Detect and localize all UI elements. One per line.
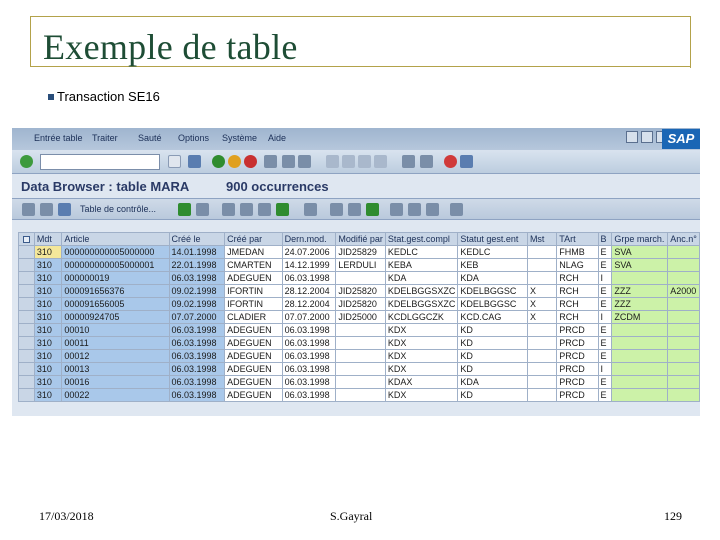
table-cell[interactable]	[336, 389, 386, 402]
display-icon[interactable]	[22, 203, 35, 216]
table-cell[interactable]	[612, 376, 668, 389]
column-header[interactable]: Grpe march.	[612, 233, 668, 246]
table-cell[interactable]: X	[527, 298, 556, 311]
table-cell[interactable]	[668, 350, 700, 363]
row-selector[interactable]	[19, 350, 35, 363]
table-cell[interactable]: KCD.CAG	[458, 311, 528, 324]
table-cell[interactable]: I	[598, 363, 612, 376]
table-cell[interactable]: 06.03.1998	[282, 363, 336, 376]
layout-select-icon[interactable]	[408, 203, 421, 216]
table-cell[interactable]	[527, 272, 556, 285]
table-cell[interactable]: KEBA	[385, 259, 458, 272]
title-area	[12, 174, 700, 198]
table-cell[interactable]: 14.12.1999	[282, 259, 336, 272]
table-cell[interactable]: JID25829	[336, 246, 386, 259]
table-cell[interactable]: 06.03.1998	[169, 272, 225, 285]
details-icon[interactable]	[178, 203, 191, 216]
data-grid-area	[12, 220, 700, 416]
table-cell[interactable]: 000000019	[62, 272, 169, 285]
table-cell[interactable]: JID25820	[336, 285, 386, 298]
table-cell[interactable]	[612, 337, 668, 350]
change-icon[interactable]	[40, 203, 53, 216]
table-row[interactable]	[19, 285, 700, 298]
table-cell[interactable]: 09.02.1998	[169, 285, 225, 298]
table-row[interactable]	[19, 389, 700, 402]
table-cell[interactable]: ADEGUEN	[225, 389, 282, 402]
table-cell[interactable]: IFORTIN	[225, 285, 282, 298]
row-selector[interactable]	[19, 337, 35, 350]
slide-title: Exemple de table	[43, 27, 298, 67]
table-cell[interactable]	[336, 376, 386, 389]
table-cell[interactable]: 28.12.2004	[282, 298, 336, 311]
table-cell[interactable]	[527, 376, 556, 389]
table-cell[interactable]: 06.03.1998	[169, 337, 225, 350]
enter-check-icon[interactable]	[20, 155, 33, 168]
table-cell[interactable]: 00022	[62, 389, 169, 402]
table-cell[interactable]	[527, 246, 556, 259]
shortcut-icon[interactable]	[420, 155, 433, 168]
table-cell[interactable]: PRCD	[557, 324, 598, 337]
table-cell[interactable]: JMEDAN	[225, 246, 282, 259]
table-cell[interactable]: KDELBGGSXZC	[385, 298, 458, 311]
table-cell[interactable]	[668, 298, 700, 311]
information-icon[interactable]	[450, 203, 463, 216]
footer-page-number: 129	[664, 509, 682, 523]
table-cell[interactable]: 09.02.1998	[169, 298, 225, 311]
table-cell[interactable]: CMARTEN	[225, 259, 282, 272]
table-cell[interactable]: KD	[458, 389, 528, 402]
table-cell[interactable]: 310	[34, 363, 61, 376]
layout-change-icon[interactable]	[390, 203, 403, 216]
bullet-text: Transaction SE16	[57, 89, 160, 104]
table-row[interactable]	[19, 337, 700, 350]
menu-item-traiter[interactable]: Traiter	[92, 133, 118, 143]
table-cell[interactable]: KDX	[385, 350, 458, 363]
table-cell[interactable]: CLADIER	[225, 311, 282, 324]
sort-ascending-icon[interactable]	[222, 203, 235, 216]
find-icon[interactable]	[282, 155, 295, 168]
column-header[interactable]: TArt	[557, 233, 598, 246]
table-cell[interactable]: PRCD	[557, 350, 598, 363]
total-icon[interactable]	[276, 203, 289, 216]
table-cell[interactable]: ADEGUEN	[225, 363, 282, 376]
table-cell[interactable]: I	[598, 272, 612, 285]
table-cell[interactable]: KD	[458, 337, 528, 350]
table-cell[interactable]: 06.03.1998	[282, 272, 336, 285]
row-selector[interactable]	[19, 246, 35, 259]
table-cell[interactable]: KCDLGGCZK	[385, 311, 458, 324]
table-cell[interactable]: FHMB	[557, 246, 598, 259]
table-cell[interactable]: ADEGUEN	[225, 350, 282, 363]
table-cell[interactable]: 310	[34, 337, 61, 350]
standard-toolbar	[12, 150, 700, 174]
bullet-item	[48, 89, 160, 104]
layout-icon[interactable]	[460, 155, 473, 168]
table-row[interactable]	[19, 350, 700, 363]
table-cell[interactable]	[668, 324, 700, 337]
table-cell[interactable]	[612, 389, 668, 402]
table-cell[interactable]: 310	[34, 389, 61, 402]
table-cell[interactable]: KDA	[458, 376, 528, 389]
sort-descending-icon[interactable]	[240, 203, 253, 216]
table-cell[interactable]: I	[598, 311, 612, 324]
table-cell[interactable]: ADEGUEN	[225, 324, 282, 337]
table-row[interactable]	[19, 324, 700, 337]
command-field[interactable]	[40, 154, 160, 170]
table-cell[interactable]: 310	[34, 259, 61, 272]
page-title: Data Browser : table MARA	[21, 179, 190, 194]
table-cell[interactable]: KD	[458, 363, 528, 376]
table-cell[interactable]	[336, 272, 386, 285]
table-cell[interactable]: 00011	[62, 337, 169, 350]
table-cell[interactable]: 07.07.2000	[169, 311, 225, 324]
table-cell[interactable]	[612, 350, 668, 363]
table-cell[interactable]: RCH	[557, 285, 598, 298]
table-cell[interactable]: 000000000005000001	[62, 259, 169, 272]
word-icon[interactable]	[366, 203, 379, 216]
print-icon[interactable]	[264, 155, 277, 168]
slide-frame-left	[30, 16, 31, 66]
table-cell[interactable]: 00016	[62, 376, 169, 389]
table-cell[interactable]: KDELBGGSC	[458, 285, 528, 298]
table-cell[interactable]: 00012	[62, 350, 169, 363]
dropdown-icon[interactable]	[168, 155, 181, 168]
table-cell[interactable]: 310	[34, 376, 61, 389]
column-header[interactable]: Mdt	[34, 233, 61, 246]
table-cell[interactable]: A2000	[668, 285, 700, 298]
row-selector[interactable]	[19, 259, 35, 272]
menu-item-entree-table[interactable]: Entrée table	[34, 133, 83, 143]
check-table-icon[interactable]	[58, 203, 71, 216]
table-cell[interactable]	[336, 363, 386, 376]
print-preview-icon[interactable]	[304, 203, 317, 216]
table-cell[interactable]: LERDULI	[336, 259, 386, 272]
occurrence-count: 900 occurrences	[226, 179, 329, 194]
help-icon[interactable]	[444, 155, 457, 168]
previous-page-icon[interactable]	[342, 155, 355, 168]
table-cell[interactable]: 310	[34, 298, 61, 311]
table-cell[interactable]	[668, 246, 700, 259]
table-cell[interactable]: X	[527, 285, 556, 298]
table-cell[interactable]: PRCD	[557, 363, 598, 376]
footer-author: S.Gayral	[330, 509, 373, 523]
table-cell[interactable]: KEDLC	[458, 246, 528, 259]
table-cell[interactable]: 000000000005000000	[62, 246, 169, 259]
table-cell[interactable]: 06.03.1998	[282, 376, 336, 389]
sap-logo: SAP	[662, 129, 700, 149]
table-cell[interactable]: KDAX	[385, 376, 458, 389]
table-cell[interactable]: KDA	[458, 272, 528, 285]
table-cell[interactable]	[668, 363, 700, 376]
table-cell[interactable]: SVA	[612, 259, 668, 272]
table-cell[interactable]: KDX	[385, 389, 458, 402]
table-row[interactable]	[19, 246, 700, 259]
table-cell[interactable]: 07.07.2000	[282, 311, 336, 324]
table-cell[interactable]: KDELBGGSXZC	[385, 285, 458, 298]
table-cell[interactable]: KDELBGGSC	[458, 298, 528, 311]
table-cell[interactable]: E	[598, 324, 612, 337]
slide-frame-top	[30, 16, 690, 17]
table-cell[interactable]	[668, 337, 700, 350]
maximize-icon[interactable]	[641, 131, 653, 143]
table-cell[interactable]: E	[598, 285, 612, 298]
table-cell[interactable]: E	[598, 389, 612, 402]
spreadsheet-icon[interactable]	[348, 203, 361, 216]
cancel-icon[interactable]	[244, 155, 257, 168]
column-header[interactable]: Dern.mod.	[282, 233, 336, 246]
table-cell[interactable]	[527, 350, 556, 363]
table-cell[interactable]: PRCD	[557, 337, 598, 350]
check-table-button[interactable]: Table de contrôle...	[80, 204, 157, 214]
table-cell[interactable]: JID25820	[336, 298, 386, 311]
table-cell[interactable]: ADEGUEN	[225, 272, 282, 285]
table-cell[interactable]: 06.03.1998	[169, 350, 225, 363]
menu-item-options[interactable]: Options	[178, 133, 210, 143]
application-toolbar	[12, 198, 700, 220]
table-cell[interactable]: ADEGUEN	[225, 376, 282, 389]
table-cell[interactable]: JID25000	[336, 311, 386, 324]
table-cell[interactable]: E	[598, 350, 612, 363]
column-header[interactable]: Statut gest.ent	[458, 233, 528, 246]
table-cell[interactable]: PRCD	[557, 376, 598, 389]
column-header[interactable]: Anc.n°	[668, 233, 700, 246]
table-row[interactable]	[19, 363, 700, 376]
table-cell[interactable]: 28.12.2004	[282, 285, 336, 298]
table-cell[interactable]	[668, 311, 700, 324]
row-selector[interactable]	[19, 272, 35, 285]
find-next-icon[interactable]	[298, 155, 311, 168]
row-selector[interactable]	[19, 324, 35, 337]
table-row[interactable]	[19, 259, 700, 272]
table-cell[interactable]: 22.01.1998	[169, 259, 225, 272]
table-cell[interactable]: 310	[34, 311, 61, 324]
table-cell[interactable]: 310	[34, 324, 61, 337]
row-selector[interactable]	[19, 298, 35, 311]
menu-item-systeme[interactable]: Système	[222, 133, 258, 143]
table-row[interactable]	[19, 298, 700, 311]
table-cell[interactable]	[612, 363, 668, 376]
footer-date: 17/03/2018	[39, 509, 94, 523]
table-cell[interactable]: KD	[458, 324, 528, 337]
column-header[interactable]: Stat.gest.compl	[385, 233, 458, 246]
table-cell[interactable]	[612, 272, 668, 285]
table-header-row	[19, 233, 700, 246]
table-cell[interactable]: KDX	[385, 324, 458, 337]
last-page-icon[interactable]	[374, 155, 387, 168]
table-cell[interactable]: ZCDM	[612, 311, 668, 324]
column-header[interactable]: Mst	[527, 233, 556, 246]
table-cell[interactable]: E	[598, 337, 612, 350]
sap-menubar	[12, 128, 700, 150]
table-cell[interactable]: 06.03.1998	[282, 337, 336, 350]
table-cell[interactable]: 00000924705	[62, 311, 169, 324]
table-cell[interactable]: KDA	[385, 272, 458, 285]
save-icon[interactable]	[188, 155, 201, 168]
column-header[interactable]: Créé par	[225, 233, 282, 246]
row-selector[interactable]	[19, 363, 35, 376]
table-cell[interactable]: 14.01.1998	[169, 246, 225, 259]
table-cell[interactable]	[527, 363, 556, 376]
next-page-icon[interactable]	[358, 155, 371, 168]
table-cell[interactable]: ZZZ	[612, 285, 668, 298]
table-cell[interactable]: 310	[34, 350, 61, 363]
table-cell[interactable]: 06.03.1998	[282, 324, 336, 337]
table-cell[interactable]: 06.03.1998	[169, 376, 225, 389]
minimize-icon[interactable]	[626, 131, 638, 143]
table-cell[interactable]	[612, 324, 668, 337]
menu-item-aide[interactable]: Aide	[268, 133, 287, 143]
table-cell[interactable]: 06.03.1998	[282, 389, 336, 402]
column-header[interactable]: B	[598, 233, 612, 246]
table-cell[interactable]: KEB	[458, 259, 528, 272]
table-cell[interactable]: IFORTIN	[225, 298, 282, 311]
table-cell[interactable]	[668, 259, 700, 272]
table-cell[interactable]: NLAG	[557, 259, 598, 272]
grid-select-icon[interactable]	[23, 236, 30, 243]
table-cell[interactable]	[336, 350, 386, 363]
table-cell[interactable]: ADEGUEN	[225, 337, 282, 350]
exit-icon[interactable]	[228, 155, 241, 168]
table-cell[interactable]	[527, 389, 556, 402]
table-cell[interactable]: 000091656376	[62, 285, 169, 298]
table-cell[interactable]: KDX	[385, 337, 458, 350]
slide-frame-right	[690, 16, 691, 68]
table-cell[interactable]: PRCD	[557, 389, 598, 402]
menu-item-saute[interactable]: Sauté	[138, 133, 162, 143]
table-cell[interactable]: 310	[34, 285, 61, 298]
table-row[interactable]	[19, 311, 700, 324]
table-cell[interactable]: RCH	[557, 298, 598, 311]
new-session-icon[interactable]	[402, 155, 415, 168]
table-cell[interactable]: E	[598, 259, 612, 272]
column-header[interactable]: Article	[62, 233, 169, 246]
column-header[interactable]: Modifié par	[336, 233, 386, 246]
row-selector[interactable]	[19, 285, 35, 298]
table-cell[interactable]: RCH	[557, 311, 598, 324]
table-cell[interactable]	[336, 337, 386, 350]
select-all-icon[interactable]	[196, 203, 209, 216]
table-cell[interactable]: 310	[34, 246, 61, 259]
table-cell[interactable]: RCH	[557, 272, 598, 285]
table-cell[interactable]: E	[598, 298, 612, 311]
table-cell[interactable]: KEDLC	[385, 246, 458, 259]
row-selector[interactable]	[19, 389, 35, 402]
row-selector[interactable]	[19, 376, 35, 389]
first-page-icon[interactable]	[326, 155, 339, 168]
data-table	[18, 232, 700, 402]
table-cell[interactable]: KD	[458, 350, 528, 363]
table-cell[interactable]: X	[527, 311, 556, 324]
table-cell[interactable]: KDX	[385, 363, 458, 376]
table-cell[interactable]	[336, 324, 386, 337]
table-cell[interactable]: 06.03.1998	[169, 363, 225, 376]
table-cell[interactable]	[668, 376, 700, 389]
layout-save-icon[interactable]	[426, 203, 439, 216]
sap-screenshot	[12, 128, 700, 416]
table-cell[interactable]: E	[598, 246, 612, 259]
table-cell[interactable]	[527, 337, 556, 350]
table-cell[interactable]	[668, 389, 700, 402]
table-cell[interactable]: 310	[34, 272, 61, 285]
table-row[interactable]	[19, 376, 700, 389]
column-header[interactable]: Créé le	[169, 233, 225, 246]
table-cell[interactable]: 000091656005	[62, 298, 169, 311]
table-cell[interactable]	[527, 324, 556, 337]
table-cell[interactable]: 00010	[62, 324, 169, 337]
table-cell[interactable]: ZZZ	[612, 298, 668, 311]
table-row[interactable]	[19, 272, 700, 285]
bullet-square-icon	[48, 94, 54, 100]
table-cell[interactable]: SVA	[612, 246, 668, 259]
back-icon[interactable]	[212, 155, 225, 168]
filter-icon[interactable]	[258, 203, 271, 216]
table-cell[interactable]: E	[598, 376, 612, 389]
table-cell[interactable]: 06.03.1998	[169, 389, 225, 402]
table-cell[interactable]: 00013	[62, 363, 169, 376]
table-cell[interactable]	[527, 259, 556, 272]
export-icon[interactable]	[330, 203, 343, 216]
table-cell[interactable]: 06.03.1998	[169, 324, 225, 337]
table-cell[interactable]	[668, 272, 700, 285]
table-cell[interactable]: 24.07.2006	[282, 246, 336, 259]
row-selector[interactable]	[19, 311, 35, 324]
select-all-column[interactable]	[19, 233, 35, 246]
table-cell[interactable]: 06.03.1998	[282, 350, 336, 363]
